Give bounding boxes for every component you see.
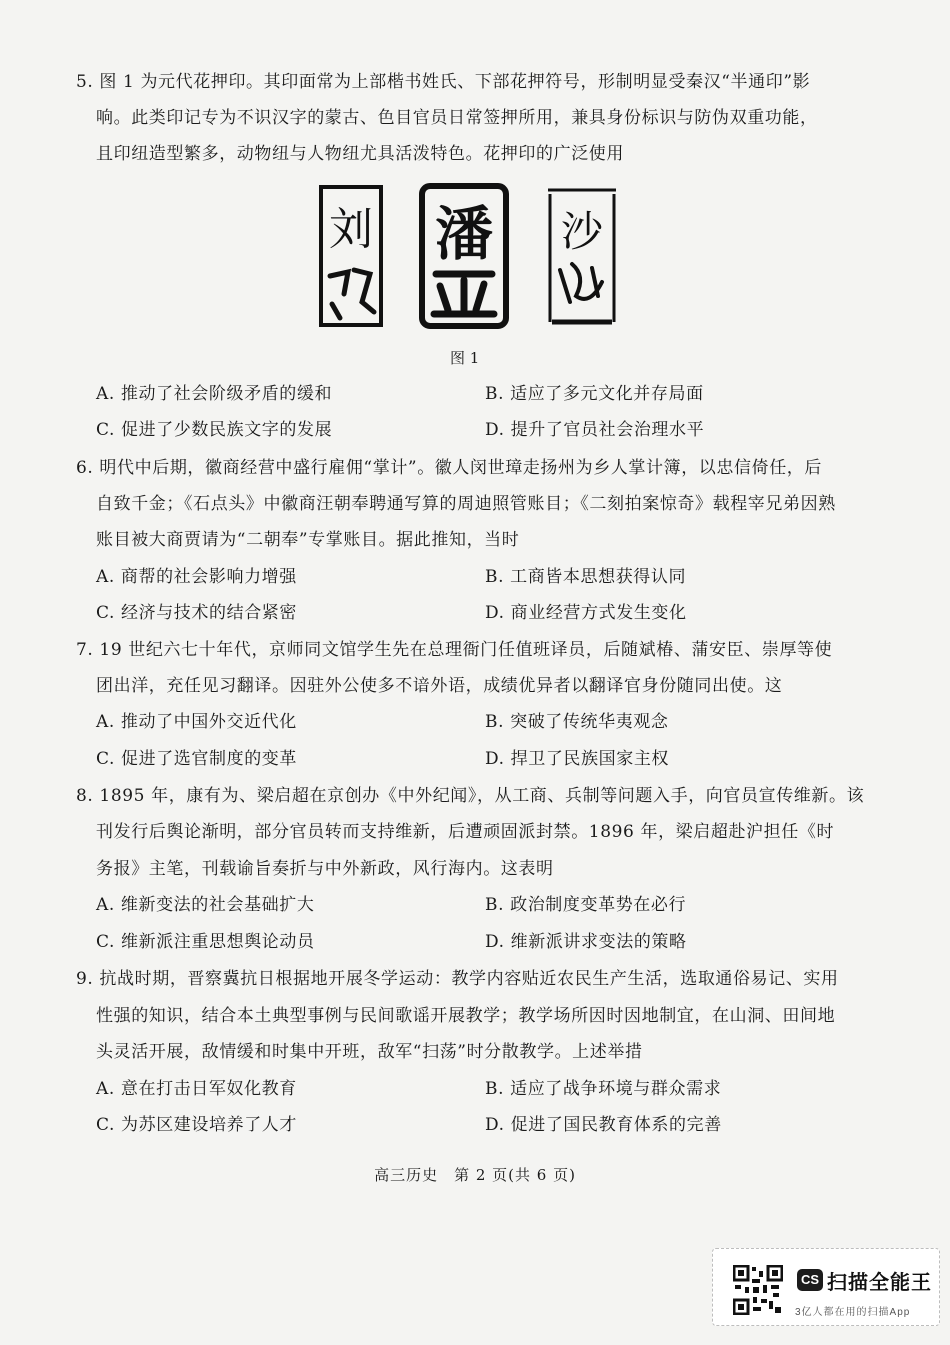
q8-option-d: D. 维新派讲求变法的策略 xyxy=(485,932,687,952)
seal-pan xyxy=(418,182,510,330)
q6-option-c: C. 经济与技术的结合紧密 xyxy=(96,603,298,623)
camscanner-logo-icon: CS xyxy=(797,1269,823,1291)
q5-option-a: A. 推动了社会阶级矛盾的缓和 xyxy=(96,384,333,404)
q9-stem-line2: 性强的知识，结合本土典型事例与民间歌谣开展教学；教学场所因时因地制宜，在山洞、田间地 xyxy=(96,1006,836,1026)
q7-option-b: B. 突破了传统华夷观念 xyxy=(485,712,669,732)
q7-option-d: D. 捍卫了民族国家主权 xyxy=(485,749,670,769)
figure-1-caption: 图 1 xyxy=(450,349,480,367)
q7-stem-line1: 7. 19 世纪六七十年代，京师同文馆学生先在总理衙门任值班译员，后随斌椿、蒲安臣、崇厚等使 xyxy=(76,640,833,660)
q6-option-b: B. 工商皆本思想获得认同 xyxy=(485,567,687,587)
q7-option-c: C. 促进了选官制度的变革 xyxy=(96,749,298,769)
q6-stem-line2: 自致千金；《石点头》中徽商汪朝奉聘通写算的周迪照管账目；《二刻拍案惊奇》载程宰兄弟因熟 xyxy=(96,494,836,514)
scanner-watermark xyxy=(712,1248,940,1326)
q6-option-d: D. 商业经营方式发生变化 xyxy=(485,603,687,623)
seal-sha xyxy=(546,184,618,330)
q8-option-a: A. 维新变法的社会基础扩大 xyxy=(96,895,315,915)
q5-stem-line1: 5. 图 1 为元代花押印。其印面常为上部楷书姓氏、下部花押符号，形制明显受秦汉“半通印”影 xyxy=(76,72,811,92)
q5-option-c: C. 促进了少数民族文字的发展 xyxy=(96,420,333,440)
q7-option-a: A. 推动了中国外交近代化 xyxy=(96,712,297,732)
figure-1-seals xyxy=(318,182,618,332)
scanner-tagline: 3亿人都在用的扫描App xyxy=(795,1307,911,1318)
q8-stem-line1: 8. 1895 年，康有为、梁启超在京创办《中外纪闻》，从工商、兵制等问题入手，向官员宣传维新。该 xyxy=(76,786,865,806)
page-footer: 高三历史 第 2 页(共 6 页) xyxy=(374,1166,576,1184)
q9-stem-line3: 头灵活开展，敌情缓和时集中开班，敌军“扫荡”时分散教学。上述举措 xyxy=(96,1042,643,1062)
q6-option-a: A. 商帮的社会影响力增强 xyxy=(96,567,297,587)
q5-option-b: B. 适应了多元文化并存局面 xyxy=(485,384,704,404)
q8-option-c: C. 维新派注重思想舆论动员 xyxy=(96,932,315,952)
q9-option-c: C. 为苏区建设培养了人才 xyxy=(96,1115,298,1135)
q6-stem-line3: 账目被大商贾请为“二朝奉”专掌账目。据此推知，当时 xyxy=(96,530,520,550)
q9-option-a: A. 意在打击日军奴化教育 xyxy=(96,1079,297,1099)
q6-stem-line1: 6. 明代中后期，徽商经营中盛行雇佣“掌计”。徽人闵世璋走扬州为乡人掌计簿，以忠信倚任，后 xyxy=(76,458,823,478)
qr-code-icon xyxy=(733,1265,783,1315)
seal-liu xyxy=(318,184,384,328)
seal-sha-glyph: 沙 xyxy=(560,207,604,256)
q8-option-b: B. 政治制度变革势在必行 xyxy=(485,895,687,915)
seal-liu-glyph: 刘 xyxy=(329,204,373,255)
q5-stem-line3: 且印纽造型繁多，动物纽与人物纽尤具活泼特色。花押印的广泛使用 xyxy=(96,144,624,164)
q8-stem-line3: 务报》主笔，刊载谕旨奏折与中外新政，风行海内。这表明 xyxy=(96,859,554,879)
q9-stem-line1: 9. 抗战时期，晋察冀抗日根据地开展冬学运动：教学内容贴近农民生产生活，选取通俗易记、实用 xyxy=(76,969,839,989)
q5-option-d: D. 提升了官员社会治理水平 xyxy=(485,420,705,440)
q8-stem-line2: 刊发行后舆论渐明，部分官员转而支持维新，后遭顽固派封禁。1896 年，梁启超赴沪担任《时 xyxy=(96,822,835,842)
scanner-brand-name: 扫描全能王 xyxy=(827,1272,932,1294)
q9-option-d: D. 促进了国民教育体系的完善 xyxy=(485,1115,722,1135)
q9-option-b: B. 适应了战争环境与群众需求 xyxy=(485,1079,722,1099)
q5-stem-line2: 响。此类印记专为不识汉字的蒙古、色目官员日常签押所用，兼具身份标识与防伪双重功能， xyxy=(96,108,818,128)
q7-stem-line2: 团出洋，充任见习翻译。因驻外公使多不谙外语，成绩优异者以翻译官身份随同出使。这 xyxy=(96,676,783,696)
seal-pan-glyph: 潘 xyxy=(434,200,494,268)
